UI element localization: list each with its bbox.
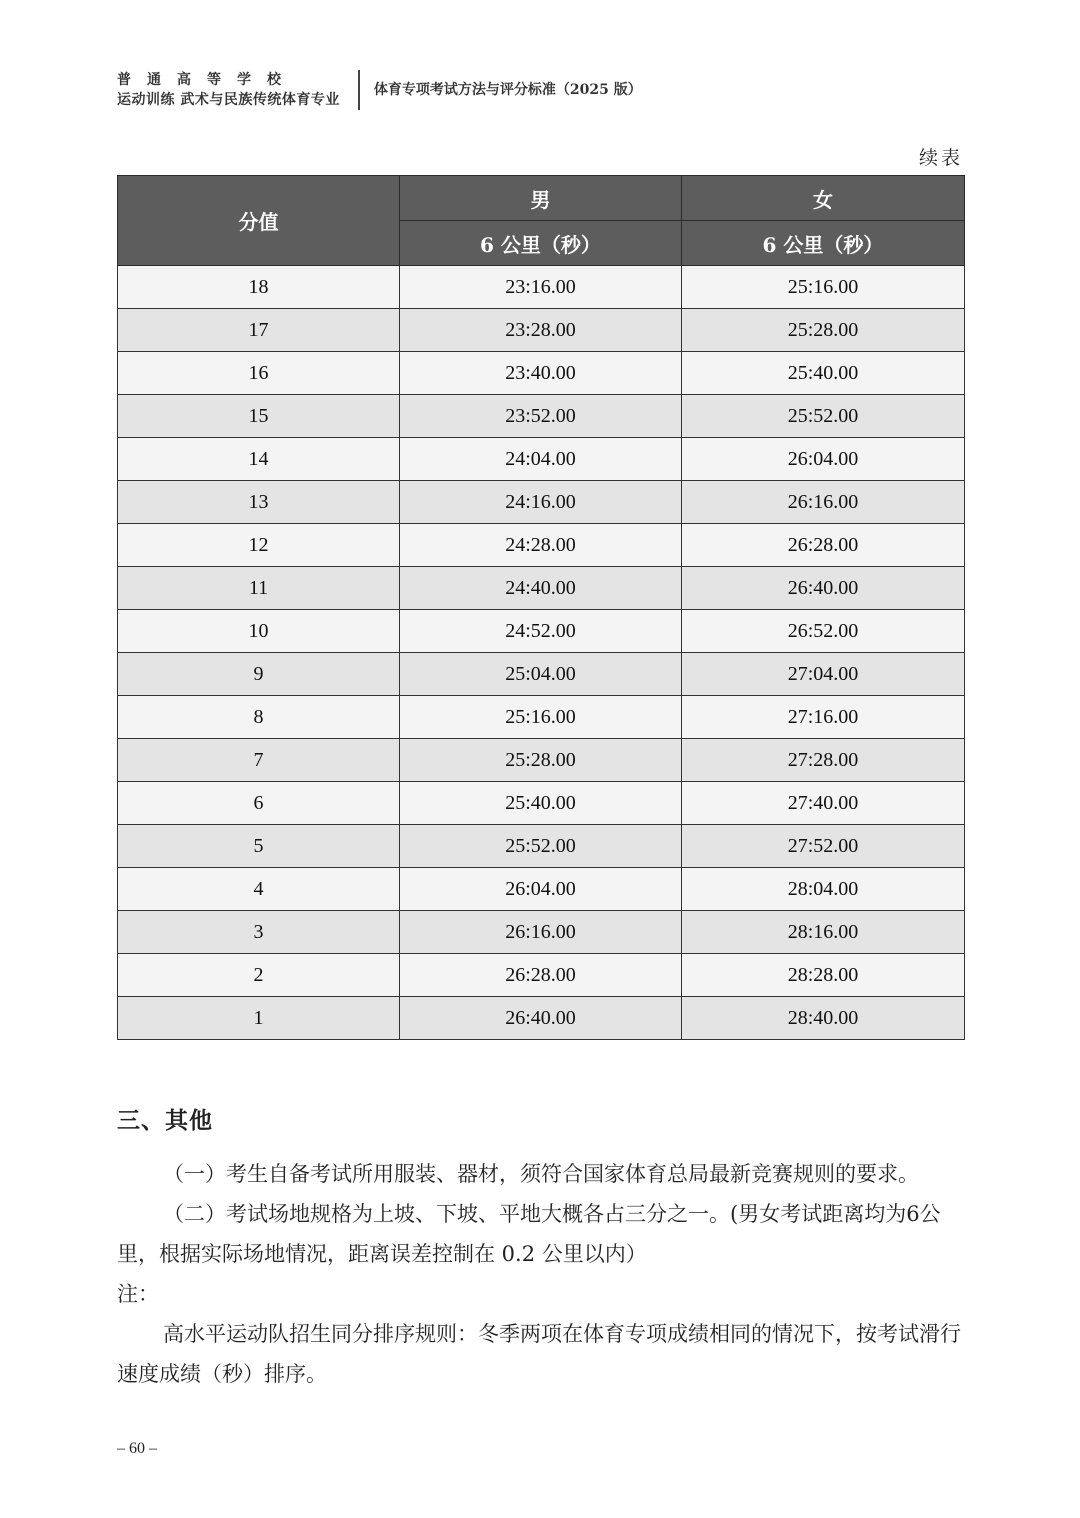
table-row: [118, 610, 965, 653]
female-cell: 25:52.00: [682, 395, 965, 438]
female-cell: 25:16.00: [682, 266, 965, 309]
table-row: [118, 696, 965, 739]
header-divider: [358, 70, 360, 110]
male-cell: 25:52.00: [400, 825, 682, 868]
score-column-header: 分值: [118, 176, 400, 266]
score-cell: 3: [118, 911, 400, 954]
female-cell: 28:04.00: [682, 868, 965, 911]
score-cell: 7: [118, 739, 400, 782]
female-cell: 27:28.00: [682, 739, 965, 782]
female-cell: 26:40.00: [682, 567, 965, 610]
score-cell: 17: [118, 309, 400, 352]
female-cell: 27:04.00: [682, 653, 965, 696]
female-cell: 27:52.00: [682, 825, 965, 868]
table-row: [118, 309, 965, 352]
male-cell: 24:16.00: [400, 481, 682, 524]
male-cell: 23:16.00: [400, 266, 682, 309]
male-cell: 25:04.00: [400, 653, 682, 696]
header-left: [117, 70, 340, 110]
continued-table-label: 续表: [918, 147, 963, 169]
table-row: [118, 438, 965, 481]
male-cell: 26:28.00: [400, 954, 682, 997]
score-cell: 12: [118, 524, 400, 567]
score-cell: 13: [118, 481, 400, 524]
female-cell: 26:28.00: [682, 524, 965, 567]
male-cell: 24:52.00: [400, 610, 682, 653]
male-cell: 24:40.00: [400, 567, 682, 610]
header-school: 普通高等学校: [117, 72, 297, 88]
note-label: 注：: [117, 1282, 159, 1306]
male-cell: 23:28.00: [400, 309, 682, 352]
male-cell: 26:16.00: [400, 911, 682, 954]
page-header: [117, 70, 642, 112]
score-cell: 15: [118, 395, 400, 438]
table-row: [118, 997, 965, 1040]
male-cell: 25:28.00: [400, 739, 682, 782]
female-distance-header: 6 公里（秒）: [682, 221, 965, 266]
female-cell: 25:28.00: [682, 309, 965, 352]
table-row: [118, 911, 965, 954]
score-cell: 5: [118, 825, 400, 868]
female-cell: 28:16.00: [682, 911, 965, 954]
female-cell: 25:40.00: [682, 352, 965, 395]
table-row: [118, 352, 965, 395]
male-cell: 25:16.00: [400, 696, 682, 739]
table-row: [118, 395, 965, 438]
female-cell: 26:16.00: [682, 481, 965, 524]
male-cell: 24:28.00: [400, 524, 682, 567]
score-cell: 11: [118, 567, 400, 610]
male-cell: 26:40.00: [400, 997, 682, 1040]
score-cell: 1: [118, 997, 400, 1040]
score-cell: 9: [118, 653, 400, 696]
score-cell: 16: [118, 352, 400, 395]
table-row: [118, 653, 965, 696]
score-table: [117, 175, 965, 1040]
male-cell: 25:40.00: [400, 782, 682, 825]
male-column-header: 男: [400, 176, 682, 221]
score-cell: 10: [118, 610, 400, 653]
female-cell: 26:52.00: [682, 610, 965, 653]
female-cell: 28:40.00: [682, 997, 965, 1040]
score-cell: 8: [118, 696, 400, 739]
header-doc-title: 体育专项考试方法与评分标准（2025 版）: [373, 82, 642, 98]
score-table-body: [118, 266, 965, 1040]
paragraph-ranking-rule: 高水平运动队招生同分排序规则：冬季两项在体育专项成绩相同的情况下，按考试滑行速度成绩（秒）排序。: [117, 1322, 961, 1386]
table-row: [118, 782, 965, 825]
female-cell: 27:40.00: [682, 782, 965, 825]
male-cell: 24:04.00: [400, 438, 682, 481]
paragraph-equipment: （一）考生自备考试所用服装、器材，须符合国家体育总局最新竞赛规则的要求。: [163, 1162, 919, 1186]
score-cell: 14: [118, 438, 400, 481]
header-major: 运动训练 武术与民族传统体育专业: [117, 92, 340, 108]
table-row: [118, 266, 965, 309]
female-cell: 27:16.00: [682, 696, 965, 739]
male-cell: 23:52.00: [400, 395, 682, 438]
score-cell: 2: [118, 954, 400, 997]
score-cell: 4: [118, 868, 400, 911]
female-cell: 26:04.00: [682, 438, 965, 481]
table-row: [118, 567, 965, 610]
paragraph-venue: （二）考试场地规格为上坡、下坡、平地大概各占三分之一。(男女考试距离均为6公里，根据实际场地情况，距离误差控制在 0.2 公里以内）: [117, 1202, 941, 1266]
table-row: [118, 524, 965, 567]
table-row: [118, 739, 965, 782]
male-cell: 26:04.00: [400, 868, 682, 911]
page-number: – 60 –: [117, 1440, 157, 1457]
table-row: [118, 825, 965, 868]
table-row: [118, 954, 965, 997]
table-row: [118, 481, 965, 524]
male-cell: 23:40.00: [400, 352, 682, 395]
male-distance-header: 6 公里（秒）: [400, 221, 682, 266]
female-column-header: 女: [682, 176, 965, 221]
table-row: [118, 868, 965, 911]
score-cell: 18: [118, 266, 400, 309]
female-cell: 28:28.00: [682, 954, 965, 997]
section-title: 三、其他: [117, 1107, 213, 1134]
score-cell: 6: [118, 782, 400, 825]
